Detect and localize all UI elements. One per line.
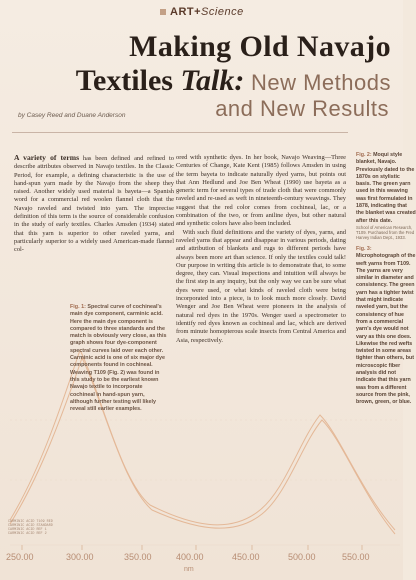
x-tick-label: 450.00 bbox=[232, 552, 260, 562]
fig2-text: Moqui style blanket, Navajo. Previously dated to the 1870s on stylistic basis. The green yarn used in this weaving was first formulated in 1878, indicating that the blanket was created after this date. bbox=[356, 152, 416, 224]
fig1-text: Spectral curve of cochineal's main dye component, carminic acid. Here the main dye component is compared to three standards and the match is obviously very close, as this graph shows four dye-component spectral curves laid over each other. Carminic acid is one of six major dye components found in cochineal. Weaving T109 (Fig. 2) was found in this study to be the earliest known Navajo textile to incorporate cochineal in hand-spun yarn, although further testing will likely reveal still earlier examples. bbox=[70, 304, 167, 413]
title-new-methods: New Methods bbox=[244, 70, 391, 95]
title-line-2 bbox=[76, 64, 391, 98]
title-talk: Talk: bbox=[180, 64, 245, 97]
title-line-3: and New Results bbox=[215, 96, 389, 121]
fig1-label: Fig. 1: bbox=[70, 304, 86, 310]
x-tick-label: 500.00 bbox=[288, 552, 316, 562]
spectral-curve-graph bbox=[0, 330, 403, 580]
header-divider bbox=[12, 132, 348, 133]
x-tick-label: 550.00 bbox=[342, 552, 370, 562]
fig3-text: Microphotograph of the weft yarns from T109. The yarns are very similar in diameter and consistency. The green yarn has a tighter twist that might indicate raveled yarn, but the consistency of hue from a commercial yarn's dye would not vary as this one does. Likewise the red wefts twisted in some areas tighter than others, but microscopic fiber analysis did not indicate that this yarn was from a different source from the pink, brown, green, or blue. bbox=[356, 253, 416, 406]
right-captions bbox=[356, 152, 416, 407]
kicker-square-icon bbox=[160, 9, 166, 15]
figure-3-caption bbox=[356, 246, 416, 407]
legend-line: CARMINIC ACID STANDARD bbox=[8, 524, 53, 529]
section-kicker bbox=[160, 6, 244, 18]
x-tick-label: 400.00 bbox=[176, 552, 204, 562]
byline: by Casey Reed and Duane Anderson bbox=[18, 112, 126, 119]
kicker-plus: + bbox=[194, 6, 202, 18]
kicker-art: ART bbox=[170, 6, 195, 18]
title-line-1: Making Old Navajo bbox=[129, 30, 391, 63]
kicker-science: Science bbox=[201, 6, 244, 18]
article-column-2 bbox=[176, 154, 346, 345]
legend-line: CARMINIC ACID REF 2 bbox=[8, 532, 47, 537]
x-axis-ticks bbox=[22, 545, 362, 550]
title-textiles: Textiles bbox=[75, 64, 181, 97]
x-tick-label: 350.00 bbox=[124, 552, 152, 562]
lead-in: A variety of terms bbox=[14, 153, 80, 162]
article-column-1 bbox=[14, 154, 174, 255]
fig2-label: Fig. 2: bbox=[356, 152, 372, 158]
figure-2-caption bbox=[356, 152, 416, 240]
x-tick-label: 300.00 bbox=[66, 552, 94, 562]
legend-line: CARMINIC ACID REF 1 bbox=[8, 528, 47, 533]
legend-line: CARMINIC ACID T109 RED bbox=[8, 520, 53, 524]
graph-legend bbox=[8, 520, 53, 536]
column-1-text: has been defined and refined to describe attributes observed in Navajo textiles. In the Classic Period, for example, a defining characteristic is the use of hand-spun yarn made by the Navajo from the sheep they raised. Another widely used material is bayeta—a Spanish word for a commercial red woolen flannel cloth that the Navajo raveled and twisted into yarn. The imprecise definition of this term is the source of considerable confusion in the study of early textiles. Charles Amsden (1934) stated that this yarn is superior to other raveled yarns, and particularly superior to a widely used American-made flannel col- bbox=[14, 155, 174, 254]
graph-gridlines bbox=[10, 420, 400, 545]
fig3-label: Fig. 3: bbox=[356, 245, 372, 252]
column-2-text-b: With such fluid definitions and the variety of dyes, yarns, and raveled yarns that appear and disappear in various periods, dating and attribution of blankets and rugs to different periods have always been more art than science. If only the textiles could talk! Our purpose in writing this article is to demonstrate that, to some degree, they can. Visual inspections and intuition will always be the first step in any inquiry, but the only way we can be sure what dyes were used, or what kinds of raveled cloth were being incorporated into a piece, is to look much more closely. David Wenger and Joe Ben Wheat were pioneers in the analysis of natural red dyes in the 1970s. Wenger used a spectrometer to identify red dyes known as cochineal and lac, which are derived from minute homopterous scale insects from Central America and Asia, respectively. bbox=[176, 228, 346, 344]
column-2-text-a: ored with synthetic dyes. In her book, Navajo Weaving—Three Centuries of Change, Kate Kent (1985) follows Amsden in using the term bayeta to indicate naturally dyed yarns, but points out that Ann Hedlund and Joe Ben Wheat (1990) use bayeta as a generic term for several types of trade cloth that were commonly raveled and re-used as weft in nineteenth-century weavings. They suggest that the red color comes from cochineal, lac, or a combination of the two, or from aniline dyes, but other natural and synthetic colors have also been included. bbox=[176, 154, 346, 228]
fig2-credit: School of American Research, T109. Purchased from the Fred Harvey Indian Dept., 1933. bbox=[356, 224, 415, 240]
x-axis-unit: nm bbox=[184, 566, 194, 573]
x-tick-label: 250.00 bbox=[6, 552, 34, 562]
figure-1-caption bbox=[70, 304, 168, 413]
